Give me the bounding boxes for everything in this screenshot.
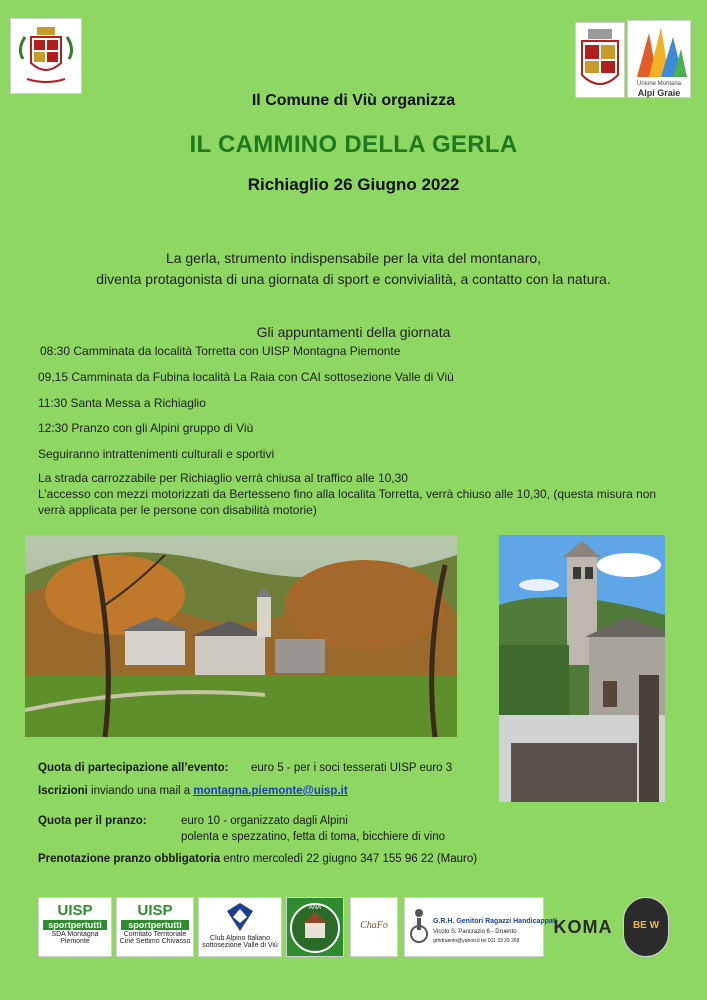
uisp-org-line-1: Comitato Territoriale	[123, 931, 187, 938]
schedule-item: 11:30 Santa Messa a Richiaglio	[38, 396, 206, 410]
viu-crest-logo-right	[575, 22, 625, 98]
cai-emblem-icon	[225, 901, 255, 933]
union-small-label: Unione Montana	[636, 81, 682, 87]
uisp-org-line-2: Piemonte	[60, 938, 90, 945]
road-closure-note: La strada carrozzabile per Richiaglio verrà chiusa al traffico alle 10,30	[38, 471, 408, 485]
ana-emblem-icon	[287, 898, 343, 956]
intro-line-1: La gerla, strumento indispensabile per la vita del montanaro,	[165, 250, 542, 266]
lunch-value-1: euro 10 - organizzato dagli Alpini	[181, 815, 348, 827]
schedule-item: 12:30 Pranzo con gli Alpini gruppo di Viù	[38, 421, 254, 435]
unione-montana-logo	[627, 20, 691, 98]
grh-logo	[404, 897, 558, 957]
chambre-chafo-logo	[350, 897, 398, 957]
booking-row	[38, 853, 477, 865]
intro-line-2: diventa protagonista di una giornata di sport e convivialità, a contatto con la natura.	[96, 271, 611, 287]
schedule-item: 08:30 Camminata da località Torretta con UISP Montagna Piemonte	[40, 344, 401, 358]
lunch-value-2: polenta e spezzatino, fetta di toma, bicchiere di vino	[181, 831, 446, 843]
koma-text: KOMA	[553, 917, 613, 937]
booking-label: Prenotazione pranzo obbligatoria	[38, 853, 221, 865]
viu-crest-logo	[10, 18, 82, 94]
church-tower-photo	[499, 535, 665, 802]
ana-text: ANA	[308, 905, 322, 911]
village-landscape-photo	[25, 535, 457, 737]
schedule-item: Seguiranno intrattenimenti culturali e sportivi	[38, 447, 275, 461]
ana-alpini-logo	[286, 897, 344, 957]
fee-label: Quota di partecipazione all’evento:	[38, 762, 229, 774]
schedule-item: 09,15 Camminata da Fubina località La Raia con CAI sottosezione Valle di Viù	[38, 370, 454, 384]
bew-logo	[623, 897, 669, 957]
schedule-title: Gli appuntamenti della giornata	[256, 324, 451, 340]
uisp-org-line-2: Ciriè Settimo Chivasso	[119, 938, 191, 945]
event-date-place: Richiaglio 26 Giugno 2022	[247, 175, 460, 194]
koma-logo	[549, 897, 617, 957]
signup-text: inviando una mail a	[87, 785, 194, 797]
booking-text: entro mercoledì 22 giugno 347 155 96 22 (Mauro)	[220, 853, 478, 865]
lunch-label: Quota per il pranzo:	[38, 815, 147, 827]
grh-address: Vicolo S. Pancrazio 6 - Druento	[433, 929, 517, 935]
uisp-cirie-logo	[116, 897, 194, 957]
lunch-row	[38, 815, 446, 843]
uisp-brand: UISP	[57, 902, 93, 919]
uisp-org-line-1: SDA Montagna	[51, 931, 99, 938]
signup-label: Iscrizioni	[38, 785, 88, 797]
uisp-montagna-logo	[38, 897, 112, 957]
signup-email-link[interactable]: montagna.piemonte@uisp.it	[193, 785, 348, 797]
bew-text: BE W	[632, 920, 660, 931]
cai-line-1: Club Alpino Italiano	[210, 935, 270, 942]
union-name-label: Alpi Graie	[637, 88, 681, 98]
grh-title: G.R.H. Genitori Ragazzi Handicappati	[433, 918, 558, 925]
grh-contact: grhdruento@yahoo.it tel 011 33 29 269	[433, 938, 520, 944]
organizer-line: Il Comune di Viù organizza	[251, 92, 456, 109]
intro-text	[0, 248, 707, 290]
chambre-text: ChaFo	[360, 920, 388, 931]
uisp-tagline: sportpertutti	[121, 920, 189, 930]
cai-logo	[198, 897, 282, 957]
event-title: IL CAMMINO DELLA GERLA	[189, 131, 518, 158]
cai-line-2: sottosezione Valle di Viù	[202, 942, 278, 949]
signup-row	[38, 785, 348, 797]
fee-row	[38, 762, 453, 774]
fee-value: euro 5 - per i soci tesserati UISP euro 3	[251, 762, 453, 774]
uisp-tagline: sportpertutti	[43, 920, 107, 930]
uisp-brand: UISP	[137, 902, 173, 919]
wheelchair-icon	[408, 908, 430, 944]
access-restriction-note: L’accesso con mezzi motorizzati da Bertesseno fino alla localita Torretta, verrà chiuso alle 10,30, (questa misura non verrà applicata per le persone con disabilità motorie)	[38, 487, 657, 517]
